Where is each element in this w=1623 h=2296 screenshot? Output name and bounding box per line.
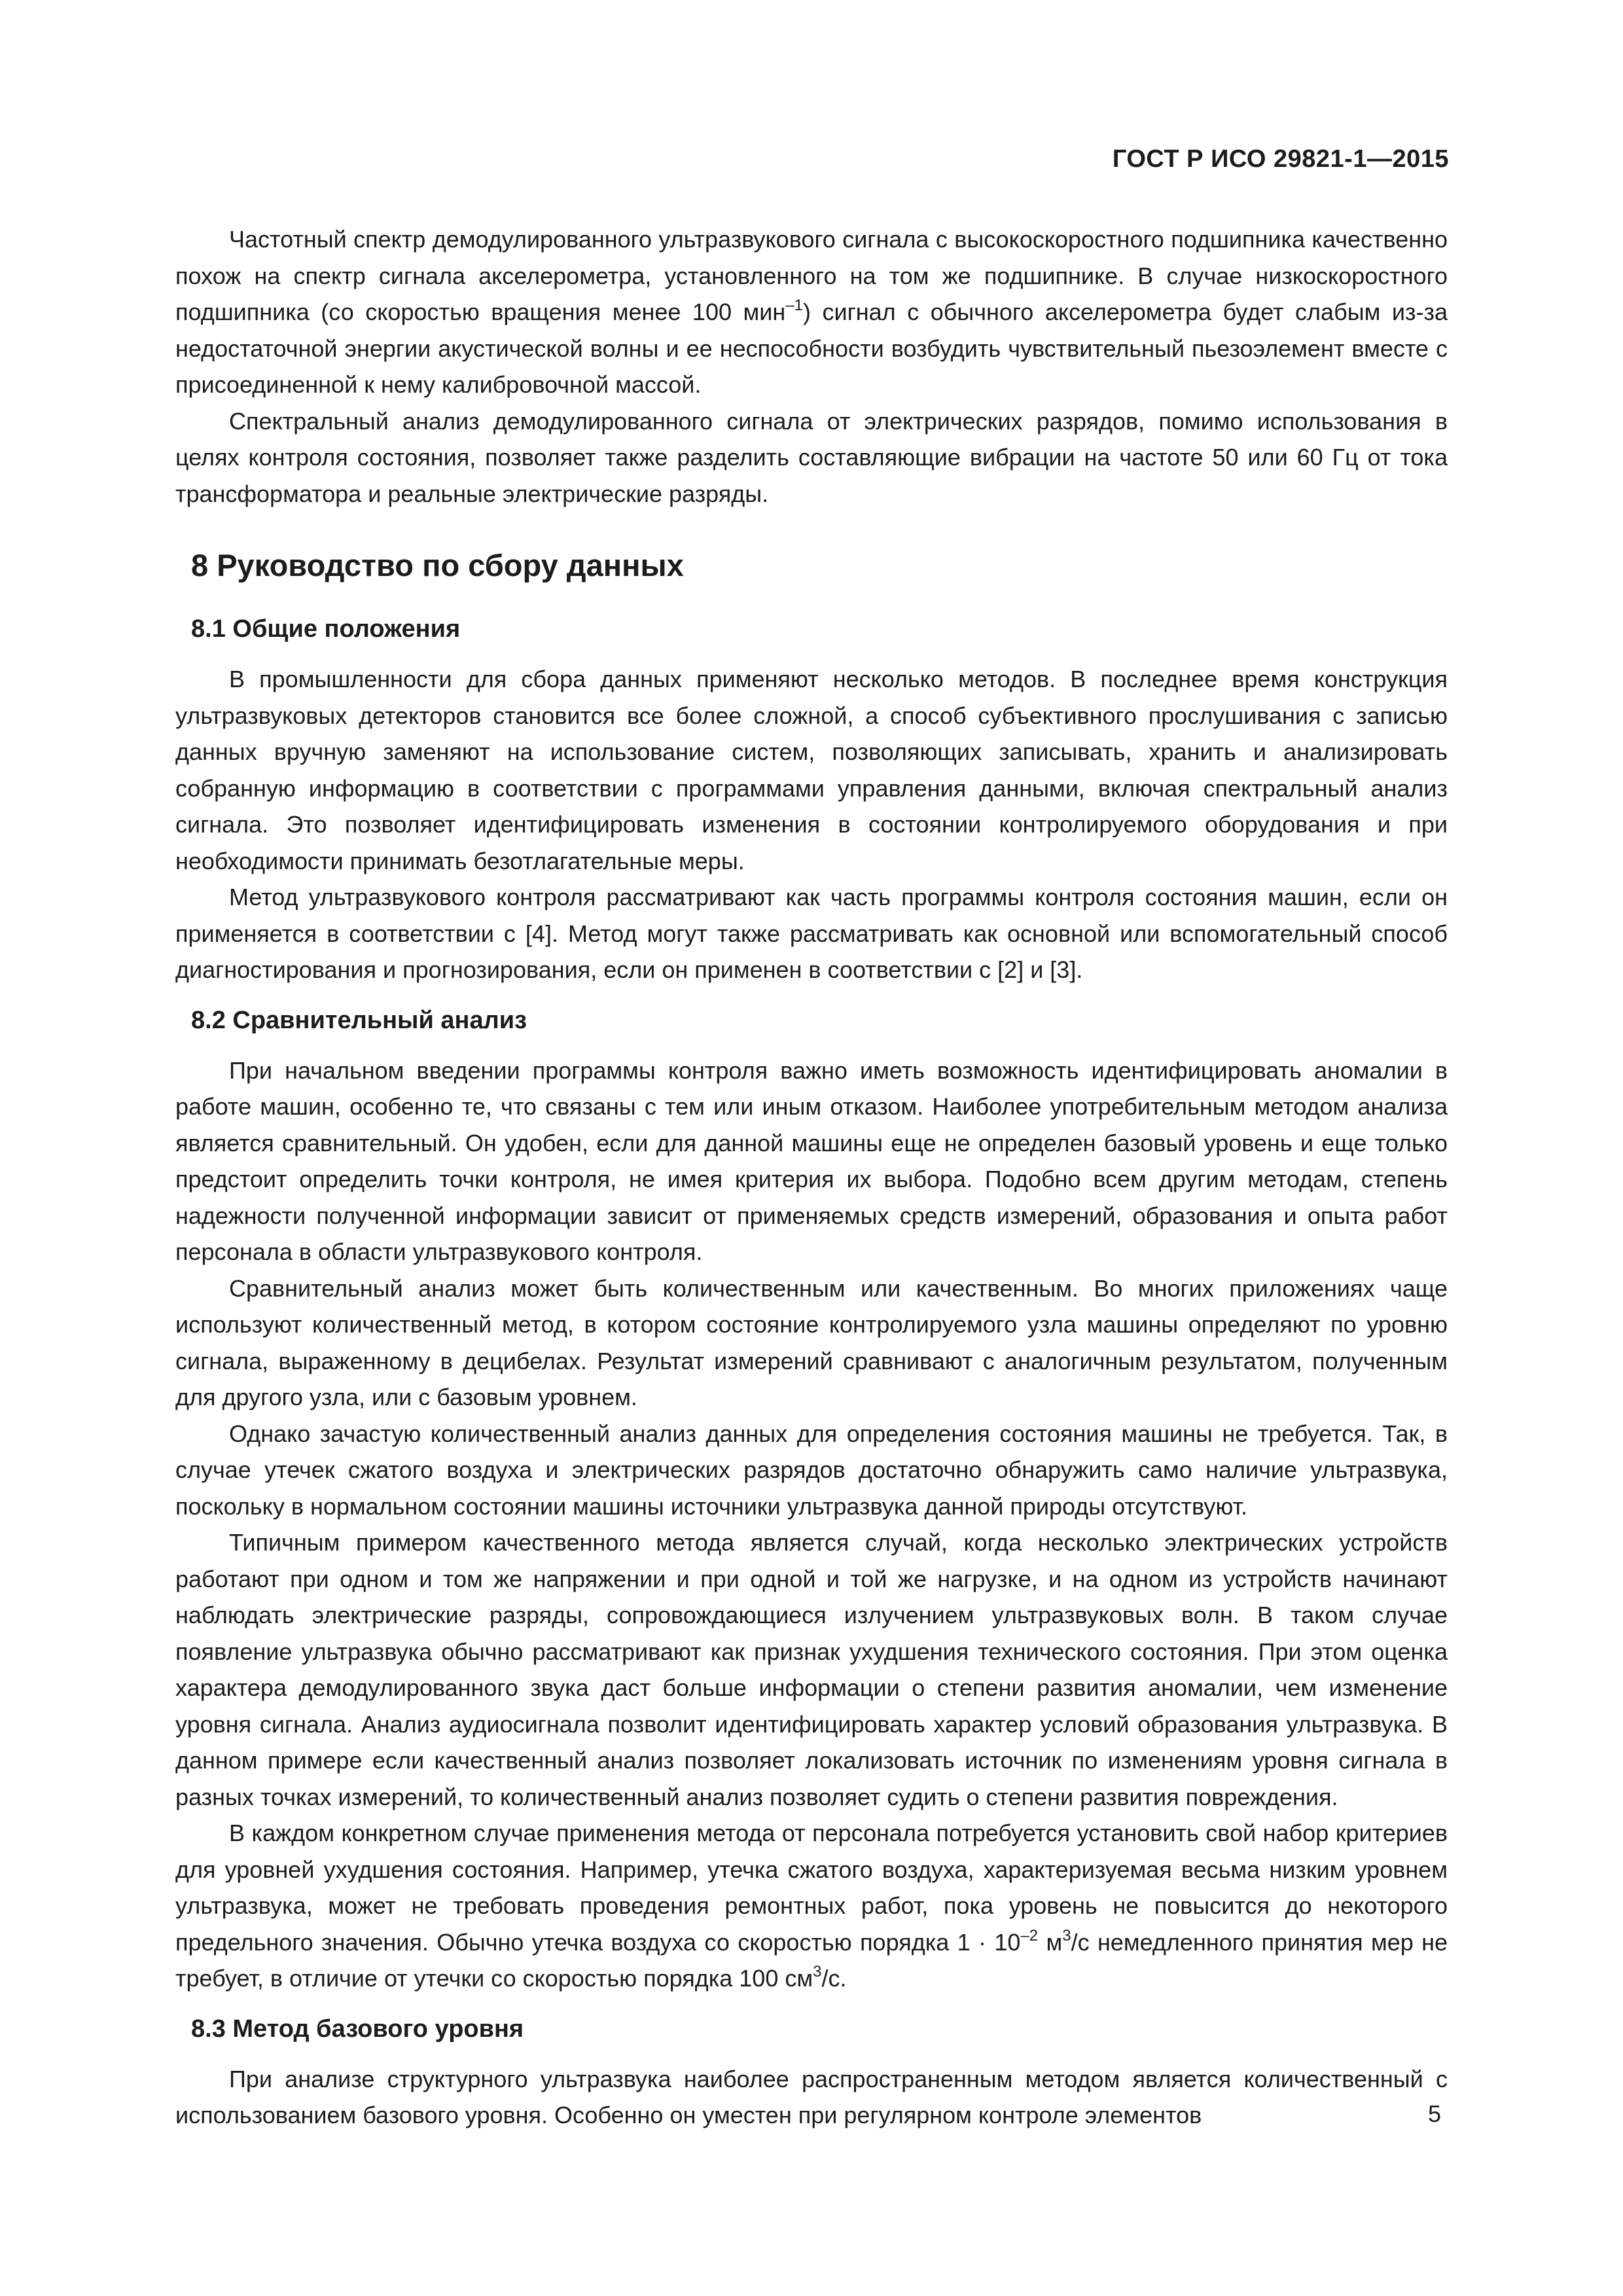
superscript: –2 (1020, 1926, 1039, 1945)
paragraph (175, 221, 1448, 403)
text-run: м (1038, 1928, 1063, 1956)
subsection-heading: 8.1 Общие положения (191, 615, 461, 643)
page-number: 5 (1427, 2100, 1441, 2127)
text-run: ) сигнал с обычного акселерометра будет слабым из-за недостаточной энергии акустической волны и ее неспособности возбудить чувствительный пьезоэлемент вместе с присоединенной к нему калибровочной массой. (175, 298, 1448, 398)
paragraph: В промышленности для сбора данных применяют несколько методов. В последнее время конструкция ультразвуковых детекторов становится все более сложной, а способ субъективного прослушивания с записью данных вручную заменяют на использование систем, позволяющих записывать, хранить и анализировать собранную информацию в соответствии с программами управления данными, включая спектральный анализ сигнала. Это позволяет идентифицировать изменения в состоянии контролируемого оборудования и при необходимости принимать безотлагательные меры. (175, 666, 1448, 874)
paragraph: Типичным примером качественного метода является случай, когда несколько электрических устройств работают при одном и том же напряжении и при одной и той же нагрузке, и на одном из устройств начинают наблюдать электрические разряды, сопровождающиеся излучением ультразвуковых волн. В таком случае появление ультразвука обычно рассматривают как признак ухудшения технического состояния. При этом оценка характера демодулированного звука даст больше информации о степени развития аномалии, чем изменение уровня сигнала. Анализ аудиосигнала позволит идентифицировать характер условий образования ультразвука. В данном примере если качественный анализ позволяет локализовать источник по изменениям уровня сигнала в разных точках измерений, то количественный анализ позволяет судить о степени развития повреждения. (175, 1529, 1448, 1810)
text-run: /с немедленного принятия мер не требует, в отличие от утечки со скоростью порядка 100 см (175, 1928, 1448, 1992)
text-run: В каждом конкретном случае применения метода от персонала потребуется установить свой набор критериев для уровней ухудшения состояния. Например, утечка сжатого воздуха, характеризуемая весьма низким уровнем ультразвука, может не требовать проведения ремонтных работ, пока уровень не повысится до некоторого предельного значения. Обычно утечка воздуха со скоростью порядка 1 · 10 (175, 1820, 1448, 1956)
section-heading: 8 Руководство по сбору данных (191, 548, 684, 583)
paragraph: Однако зачастую количественный анализ данных для определения состояния машины не требуется. Так, в случае утечек сжатого воздуха и электрических разрядов достаточно обнаружить само наличие ультразвука, поскольку в нормальном состоянии машины источники ультразвука данной природы отсутствуют. (175, 1420, 1448, 1520)
superscript: 3 (1062, 1926, 1071, 1945)
paragraph: Метод ультразвукового контроля рассматривают как часть программы контроля состояния машин, если он применяется в соответствии с [4]. Метод могут также рассматривать как основной или вспомогательный способ диагностирования и прогнозирования, если он применен в соответствии с [2] и [3]. (175, 884, 1448, 983)
document-body (175, 221, 1448, 2134)
text-run: Частотный спектр демодулированного ультразвукового сигнала с высокоскоростного подшипника качественно похож на спектр сигнала акселерометра, установленного на том же подшипнике. В случае низкоскоростного подшипника (со скоростью вращения менее 100 мин (175, 226, 1448, 325)
paragraph: При анализе структурного ультразвука наиболее распространенным методом является количественный с использованием базового уровня. Особенно он уместен при регулярном контроле элементов (175, 2065, 1448, 2128)
superscript: –1 (785, 296, 803, 314)
paragraph: Спектральный анализ демодулированного сигнала от электрических разрядов, помимо использования в целях контроля состояния, позволяет также разделить составляющие вибрации на частоте 50 или 60 Гц от тока трансформатора и реальные электрические разряды. (175, 407, 1448, 507)
paragraph (175, 1815, 1448, 1997)
superscript: 3 (813, 1963, 822, 1981)
subsection-heading: 8.2 Сравнительный анализ (191, 1006, 527, 1034)
subsection-heading: 8.3 Метод базового уровня (191, 2015, 524, 2043)
text-run: /с. (821, 1965, 847, 1992)
paragraph: Сравнительный анализ может быть количественным или качественным. Во многих приложениях чаще используют количественный метод, в котором состояние контролируемого узла машины определяют по уровню сигнала, выраженному в децибелах. Результат измерений сравнивают с аналогичным результатом, полученным для другого узла, или с базовым уровнем. (175, 1274, 1448, 1410)
document-code-header: ГОСТ Р ИСО 29821-1—2015 (1112, 145, 1449, 173)
paragraph: При начальном введении программы контроля важно иметь возможность идентифицировать аномалии в работе машин, особенно те, что связаны с тем или иным отказом. Наиболее употребительным методом анализа является сравнительный. Он удобен, если для данной машины еще не определен базовый уровень и еще только предстоит определить точки контроля, не имея критерия их выбора. Подобно всем другим методам, степень надежности полученной информации зависит от применяемых средств измерений, образования и опыта работ персонала в области ультразвукового контроля. (175, 1056, 1448, 1265)
